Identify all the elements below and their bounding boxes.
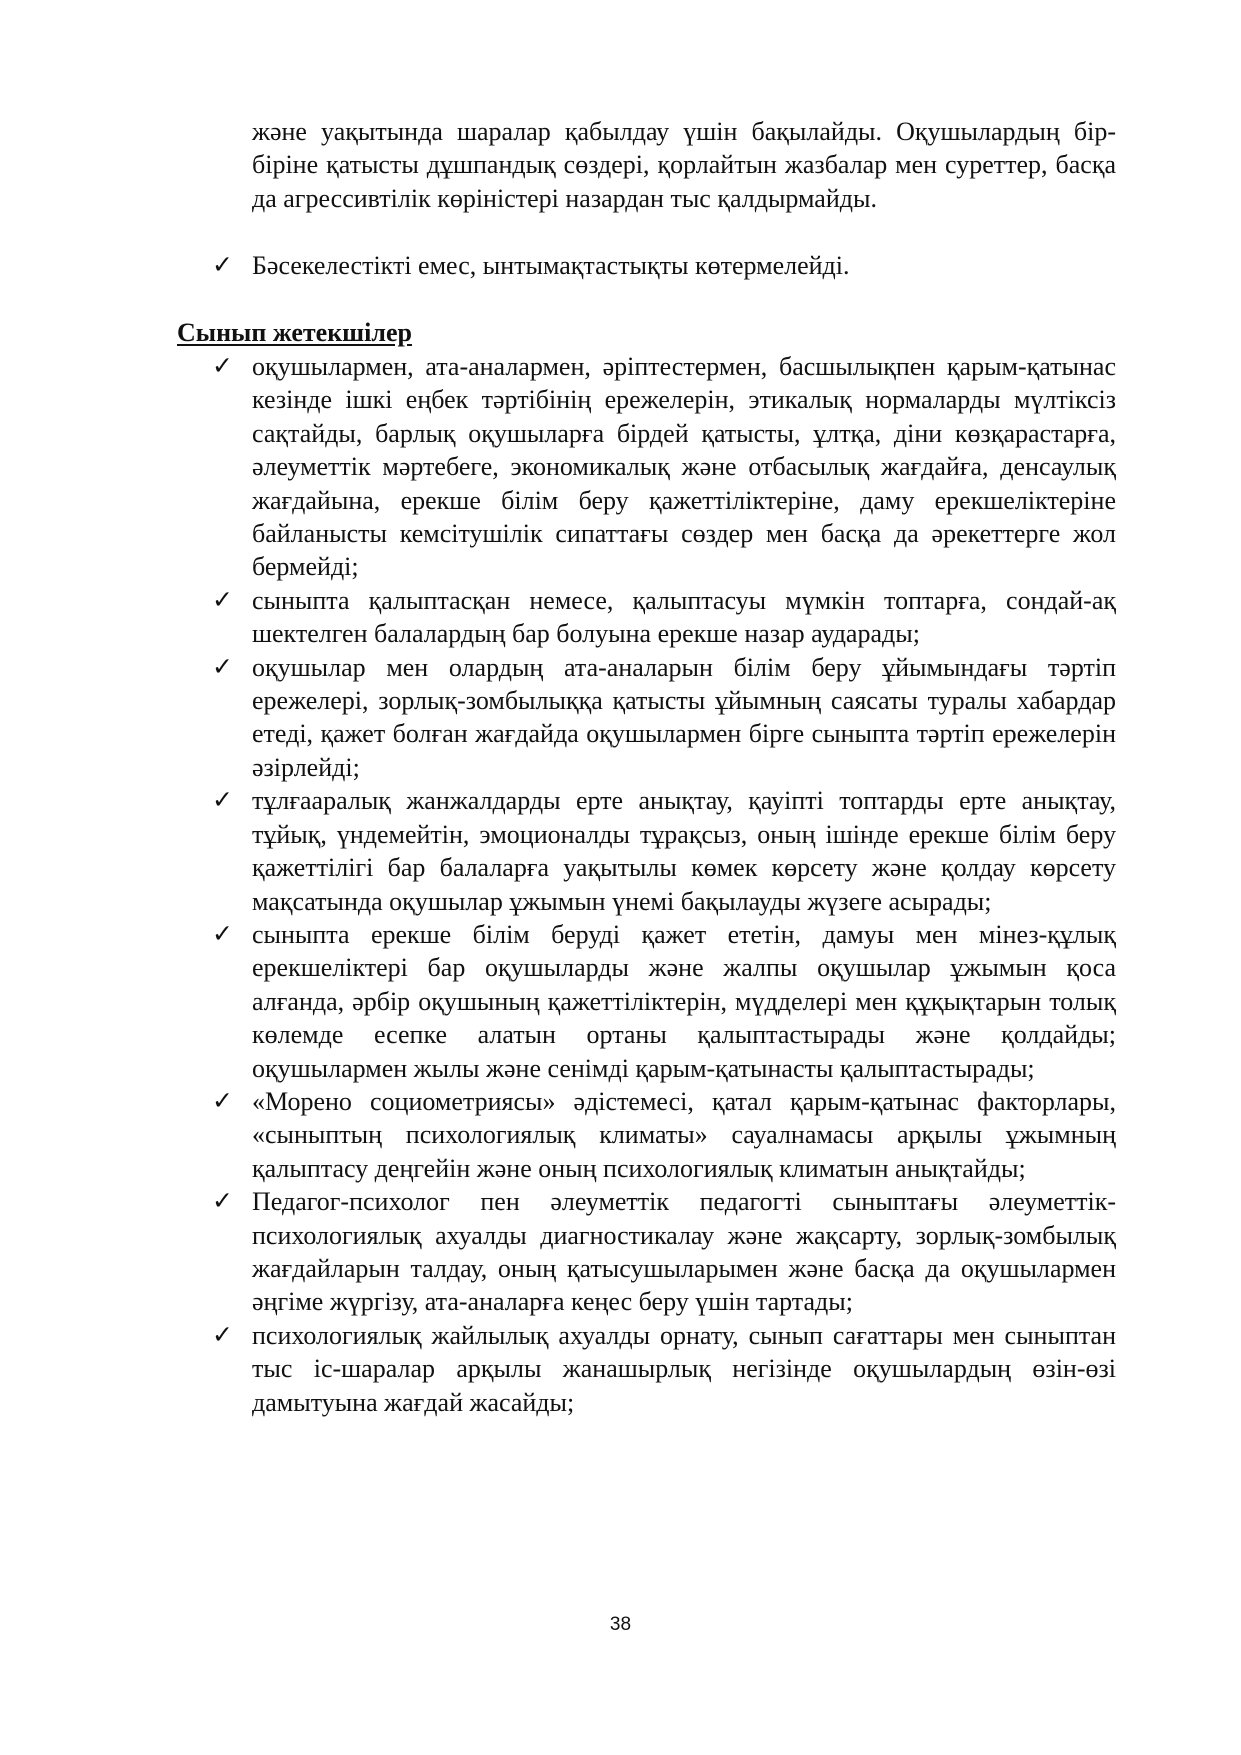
list-item — [212, 784, 1116, 918]
duties-list — [212, 350, 1116, 1419]
list-item — [212, 1185, 1116, 1319]
list-item — [212, 584, 1116, 651]
continuation-paragraph: және уақытында шаралар қабылдау үшін бақылайды. Оқушылардың бір-біріне қатысты дұшпандық сөздері, қорлайтын жазбалар мен суреттер, басқа да агрессивтілік көріністері назардан тыс қалдырмайды. — [252, 117, 1116, 213]
list-item-text: психологиялық жайлылық ахуалды орнату, сынып сағаттары мен сыныптан тыс іс-шаралар арқылы жанашырлық негізінде оқушылардың өзін-өзі дамытуына жағдай жасайды; — [252, 1320, 1116, 1417]
page-number: 38 — [609, 1614, 632, 1635]
checkmark-icon: ✓ — [212, 584, 233, 614]
list-item — [212, 1319, 1116, 1419]
checkmark-icon: ✓ — [212, 1186, 233, 1216]
list-item — [212, 1085, 1116, 1185]
list-item-text: оқушылар мен олардың ата-аналарын білім беру ұйымындағы тәртіп ережелері, зорлық-зомбылыққа қатысты ұйымның саясаты туралы хабардар етеді, қажет болған жағдайда оқушылармен бірге сыныпта тәртіп ережелерін әзірлейді; — [252, 652, 1116, 782]
checkmark-icon: ✓ — [212, 918, 233, 948]
intro-bullet-list — [212, 249, 1116, 282]
list-item — [212, 918, 1116, 1085]
checkmark-icon: ✓ — [212, 250, 233, 279]
list-item — [212, 350, 1116, 584]
list-item-text: «Морено социометриясы» әдістемесі, қатал қарым-қатынас факторлары, «сыныптың психологиялық климаты» сауалнамасы арқылы ұжымның қалыптасу деңгейін және оның психологиялық климатын анықтайды; — [252, 1086, 1116, 1183]
checkmark-icon: ✓ — [212, 1319, 233, 1349]
list-item-text: Бәсекелестікті емес, ынтымақтастықты көтермелейді. — [252, 251, 850, 280]
list-item-text: сыныпта ерекше білім беруді қажет ететін, дамуы мен мінез-құлық ерекшеліктері бар оқушыларды және жалпы оқушылар ұжымын қоса алғанда, әрбір оқушының қажеттіліктерін, мүдделері мен құқықтарын толық көлемде есепке алатын ортаны қалыптастырады және қолдайды; оқушылармен жылы және сенімді қарым-қатынасты қалыптастырады; — [252, 919, 1116, 1083]
list-item — [212, 651, 1116, 785]
checkmark-icon: ✓ — [212, 1085, 233, 1115]
checkmark-icon: ✓ — [212, 651, 233, 681]
checkmark-icon: ✓ — [212, 785, 233, 815]
section-heading: Сынып жетекшілер — [177, 318, 412, 347]
list-item-text: Педагог-психолог пен әлеуметтік педагогті сыныптағы әлеуметтік-психологиялық ахуалды диагностикалау және жақсарту, зорлық-зомбылық жағдайларын талдау, оның қатысушыларымен және басқа да оқушылармен әңгіме жүргізу, ата-аналарға кеңес беру үшін тартады; — [252, 1187, 1116, 1317]
list-item-text: сыныпта қалыптасқан немесе, қалыптасуы мүмкін топтарға, сондай-ақ шектелген балалардың бар болуына ерекше назар аударады; — [252, 585, 1116, 649]
list-item-text: тұлғааралық жанжалдарды ерте анықтау, қауіпті топтарды ерте анықтау, тұйық, үндемейтін, эмоционалды тұрақсыз, оның ішінде ерекше білім беру қажеттілігі бар балаларға уақытылы көмек көрсету және қолдау көрсету мақсатында оқушылар ұжымын үнемі бақылауды жүзеге асырады; — [252, 786, 1116, 916]
checkmark-icon: ✓ — [212, 351, 233, 380]
list-item-text: оқушылармен, ата-аналармен, әріптестермен, басшылықпен қарым-қатынас кезінде ішкі еңбек тәртібінің ережелерін, этикалық нормаларды мүлтіксіз сақтайды, барлық оқушыларға бірдей қатысты, ұлтқа, діни көзқарастарға, әлеуметтік мәртебеге, экономикалық және отбасылық жағдайға, денсаулық жағдайына, ерекше білім беру қажеттіліктеріне, даму ерекшеліктеріне байланысты кемсітушілік сипаттағы сөздер мен басқа да әрекеттерге жол бермейді; — [252, 352, 1116, 582]
list-item — [212, 249, 1116, 282]
